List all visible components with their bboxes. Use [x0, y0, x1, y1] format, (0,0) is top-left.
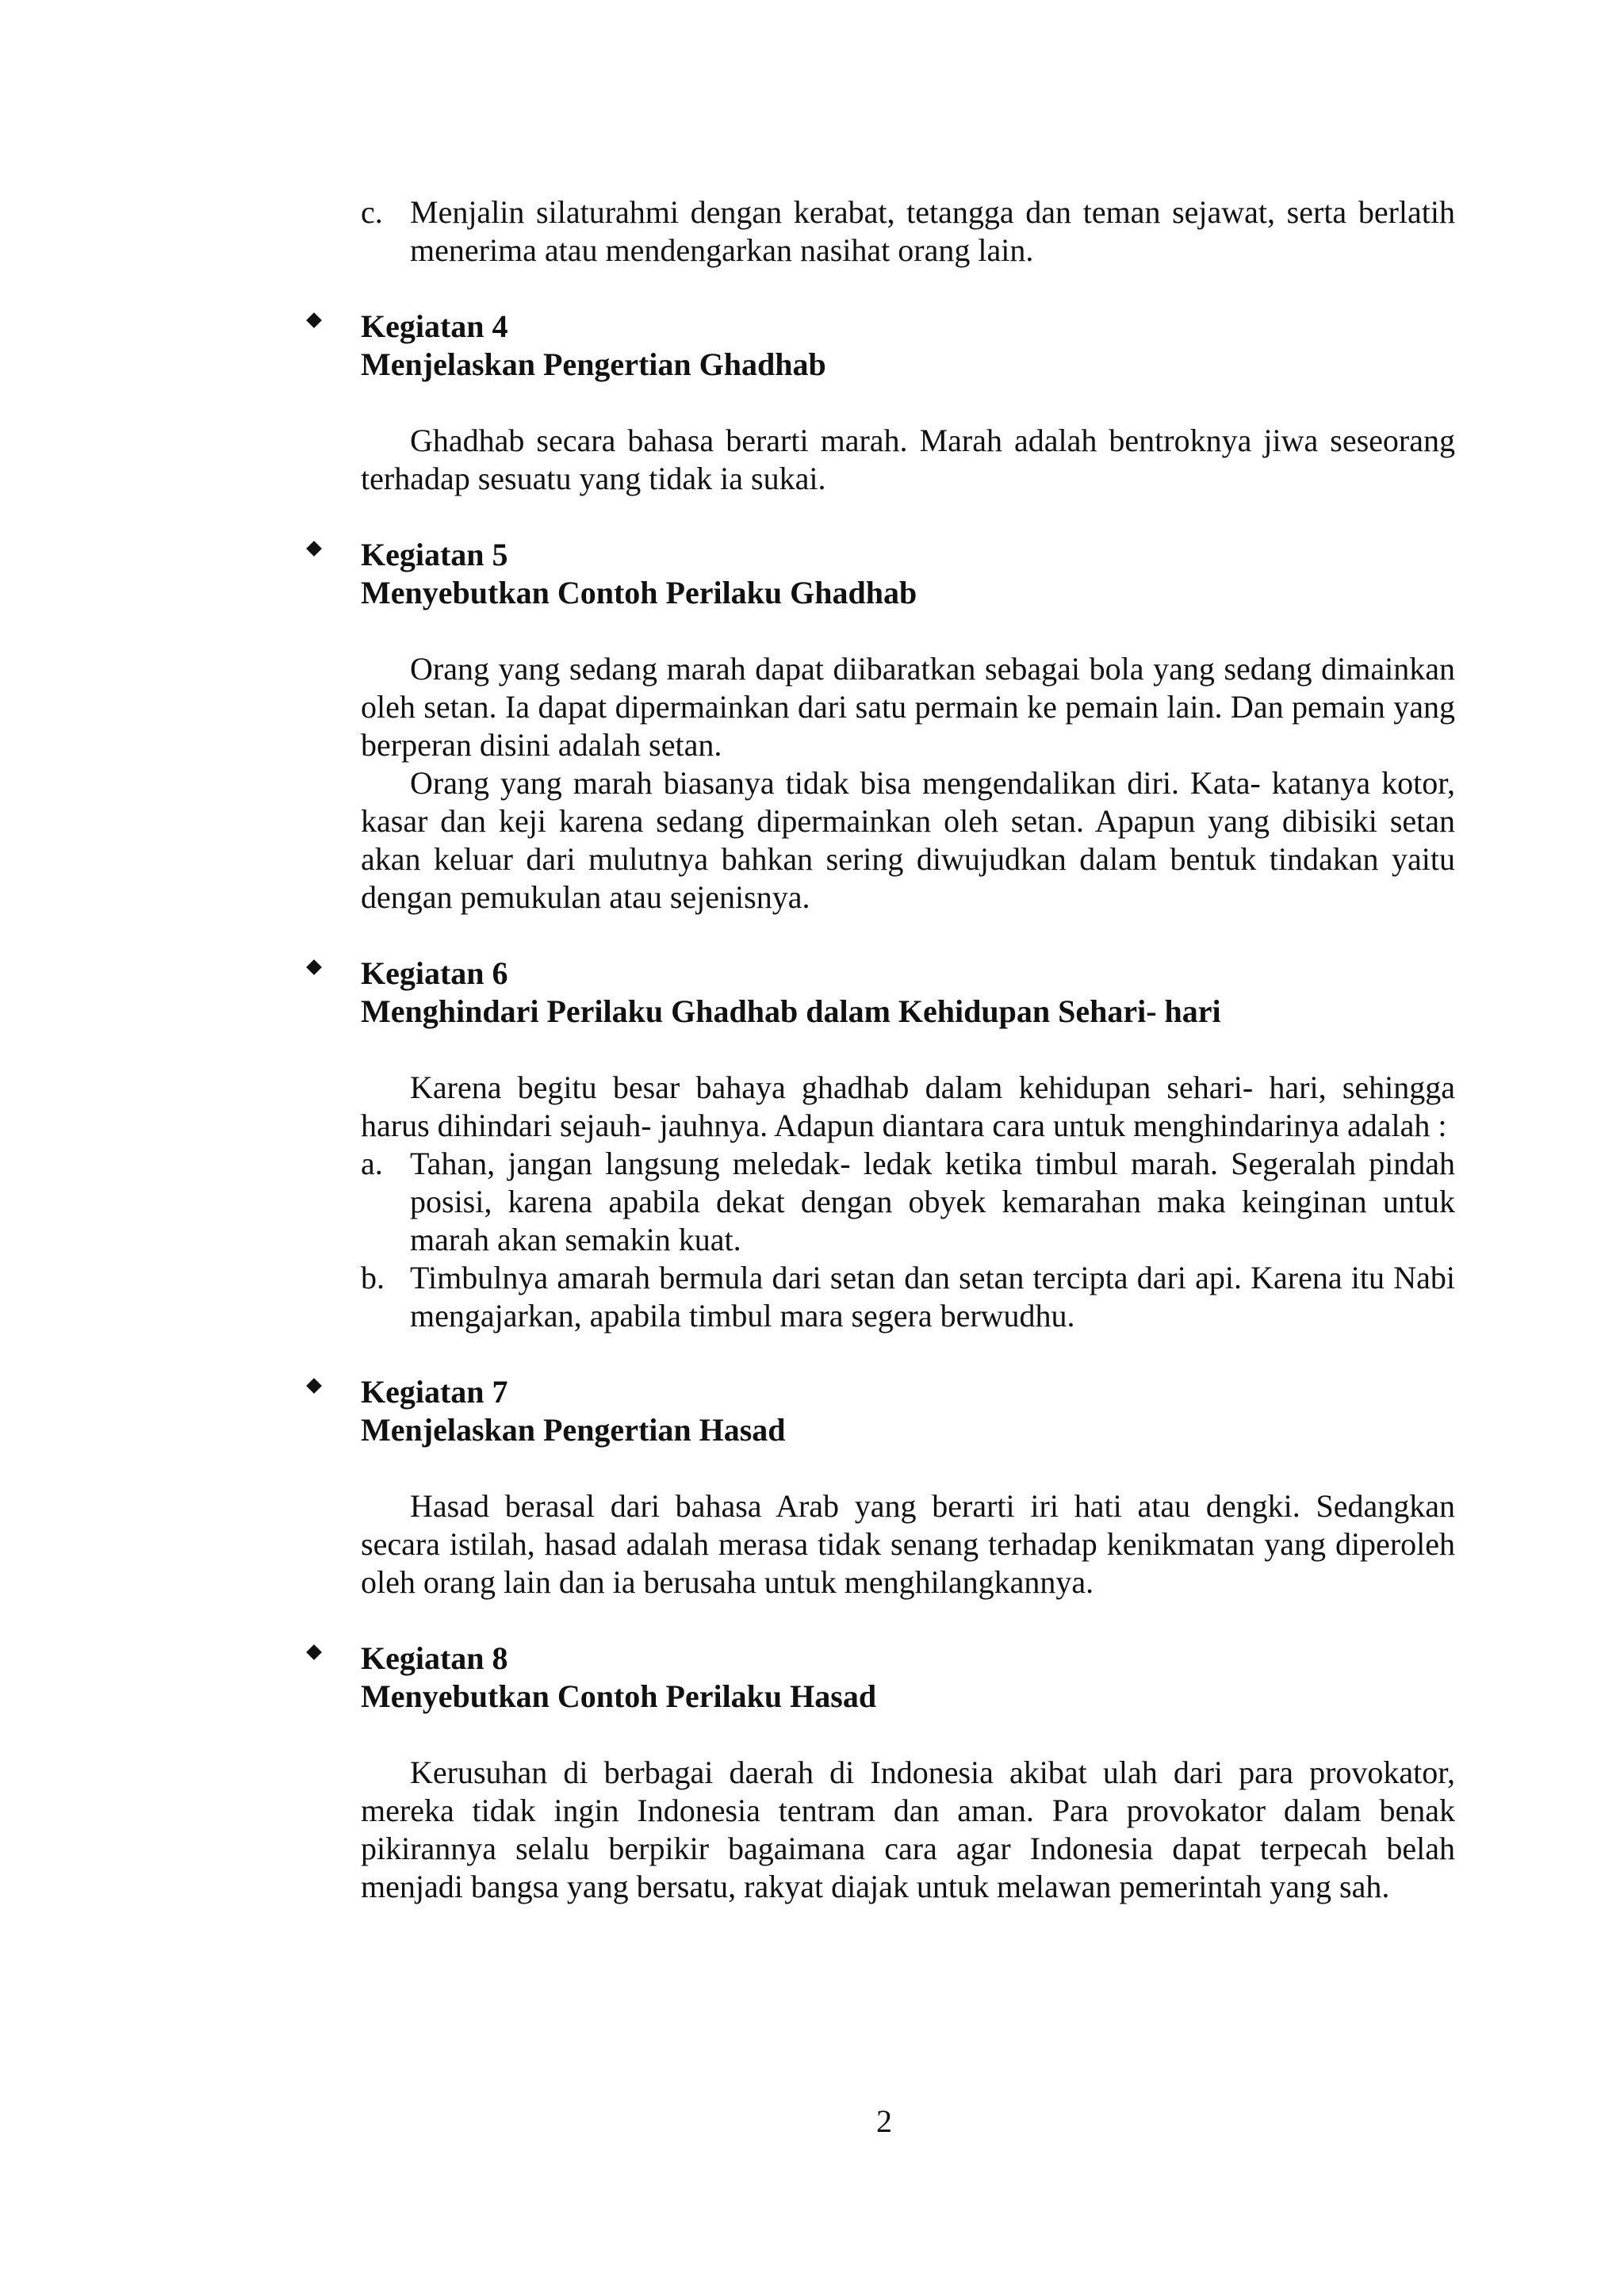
section-title: Menjelaskan Pengertian Ghadhab [361, 346, 826, 382]
section-kegiatan-4 [361, 308, 1455, 498]
paragraph: Hasad berasal dari bahasa Arab yang berarti iri hati atau dengki. Sedangkan secara istilah, hasad adalah merasa tidak senang terhadap kenikmatan yang diperoleh oleh orang lain dan ia berusaha untuk menghilangkannya. [361, 1488, 1455, 1600]
list-item-text: Timbulnya amarah bermula dari setan dan setan tercipta dari api. Karena itu Nabi mengajarkan, apabila timbul mara segera berwudhu. [410, 1260, 1455, 1334]
section-label: Kegiatan 5 [361, 537, 508, 572]
document-body [361, 193, 1455, 1906]
list-marker: c. [361, 194, 383, 230]
section-title: Menyebutkan Contoh Perilaku Ghadhab [361, 575, 917, 610]
section-title: Menjelaskan Pengertian Hasad [361, 1412, 786, 1448]
section-label: Kegiatan 4 [361, 308, 508, 344]
section-kegiatan-5 [361, 536, 1455, 916]
list-marker: b. [361, 1260, 385, 1295]
diamond-bullet-icon [306, 541, 322, 557]
list-item-b [361, 1259, 1455, 1335]
paragraph: Orang yang marah biasanya tidak bisa mengendalikan diri. Kata- katanya kotor, kasar dan keji karena sedang dipermainkan oleh setan. Apapun yang dibisiki setan akan keluar dari mulutnya bahkan sering diwujudkan dalam bentuk tindakan yaitu dengan pemukulan atau sejenisnya. [361, 765, 1455, 915]
list-item-text: Tahan, jangan langsung meledak- ledak ketika timbul marah. Segeralah pindah posisi, karena apabila dekat dengan obyek kemarahan maka keinginan untuk marah akan semakin kuat. [410, 1146, 1455, 1257]
list-item-c [361, 193, 1455, 270]
paragraph: Kerusuhan di berbagai daerah di Indonesia akibat ulah dari para provokator, mereka tidak ingin Indonesia tentram dan aman. Para provokator dalam benak pikirannya selalu berpikir bagaimana cara agar Indonesia dapat terpecah belah menjadi bangsa yang bersatu, rakyat diajak untuk melawan pemerintah yang sah. [361, 1755, 1455, 1904]
diamond-bullet-icon [306, 312, 322, 328]
section-kegiatan-6 [361, 955, 1455, 1335]
section-kegiatan-7 [361, 1373, 1455, 1601]
diamond-bullet-icon [306, 959, 322, 975]
section-title: Menyebutkan Contoh Perilaku Hasad [361, 1678, 877, 1714]
list-item-text: Menjalin silaturahmi dengan kerabat, tetangga dan teman sejawat, serta berlatih menerima atau mendengarkan nasihat orang lain. [410, 194, 1455, 268]
paragraph: Karena begitu besar bahaya ghadhab dalam kehidupan sehari- hari, sehingga harus dihindari sejauh- jauhnya. Adapun diantara cara untuk menghindarinya adalah : [361, 1070, 1455, 1143]
section-title: Menghindari Perilaku Ghadhab dalam Kehidupan Sehari- hari [361, 993, 1221, 1029]
diamond-bullet-icon [306, 1378, 322, 1394]
section-kegiatan-8 [361, 1640, 1455, 1906]
diamond-bullet-icon [306, 1644, 322, 1660]
list-item-a [361, 1145, 1455, 1259]
list-marker: a. [361, 1146, 383, 1181]
section-label: Kegiatan 8 [361, 1640, 508, 1676]
paragraph: Ghadhab secara bahasa berarti marah. Marah adalah bentroknya jiwa seseorang terhadap sesuatu yang tidak ia sukai. [361, 423, 1455, 496]
section-label: Kegiatan 7 [361, 1374, 508, 1410]
section-label: Kegiatan 6 [361, 955, 508, 991]
page-number: 2 [876, 2103, 892, 2139]
paragraph: Orang yang sedang marah dapat diibaratkan sebagai bola yang sedang dimainkan oleh setan. Ia dapat dipermainkan dari satu permain ke pemain lain. Dan pemain yang berperan disini adalah setan. [361, 651, 1455, 763]
